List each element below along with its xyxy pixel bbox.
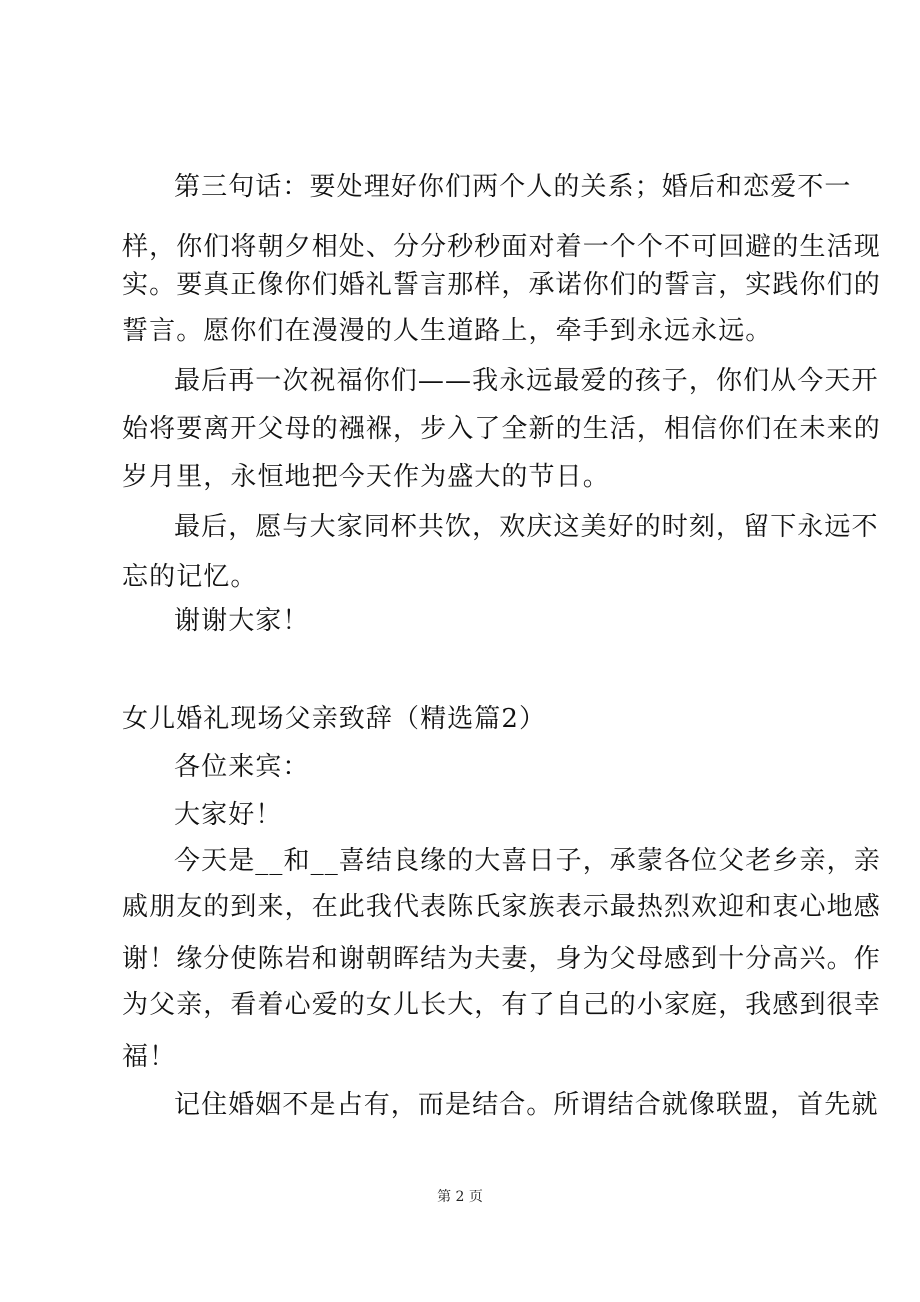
paragraph-line: 最后再一次祝福你们——我永远最爱的孩子，你们从今天开: [174, 366, 879, 396]
paragraph-line: 谢！缘分使陈岩和谢朝晖结为夫妻，身为父母感到十分高兴。作: [122, 944, 881, 974]
paragraph-line: 为父亲，看着心爱的女儿长大，有了自己的小家庭，我感到很幸: [122, 990, 881, 1020]
section-heading: 女儿婚礼现场父亲致辞（精选篇2）: [122, 704, 547, 734]
paragraph-line: 谢谢大家！: [174, 606, 310, 636]
paragraph-line: 各位来宾：: [174, 752, 310, 782]
page-number: 第 2 页: [437, 1189, 483, 1205]
paragraph-line: 始将要离开父母的襁褓，步入了全新的生活，相信你们在未来的: [122, 414, 881, 444]
paragraph-line: 岁月里，永恒地把今天作为盛大的节日。: [122, 462, 610, 492]
paragraph-line: 最后，愿与大家同杯共饮，欢庆这美好的时刻，留下永远不: [174, 512, 879, 542]
paragraph-line: 大家好！: [174, 800, 283, 830]
paragraph-line: 实。要真正像你们婚礼誓言那样，承诺你们的誓言，实践你们的: [122, 270, 881, 300]
paragraph-line: 戚朋友的到来，在此我代表陈氏家族表示最热烈欢迎和衷心地感: [122, 892, 881, 922]
paragraph-line: 誓言。愿你们在漫漫的人生道路上，牵手到永远永远。: [122, 316, 773, 346]
paragraph-line: 第三句话：要处理好你们两个人的关系；婚后和恋爱不一: [174, 172, 852, 202]
paragraph-line: 样，你们将朝夕相处、分分秒秒面对着一个个不可回避的生活现: [122, 232, 881, 262]
paragraph-line: 记住婚姻不是占有，而是结合。所谓结合就像联盟，首先就: [174, 1090, 879, 1120]
paragraph-line: 福！: [122, 1042, 177, 1072]
paragraph-line: 忘的记忆。: [122, 562, 258, 592]
paragraph-line: 今天是__和__喜结良缘的大喜日子，承蒙各位父老乡亲，亲: [174, 846, 881, 876]
